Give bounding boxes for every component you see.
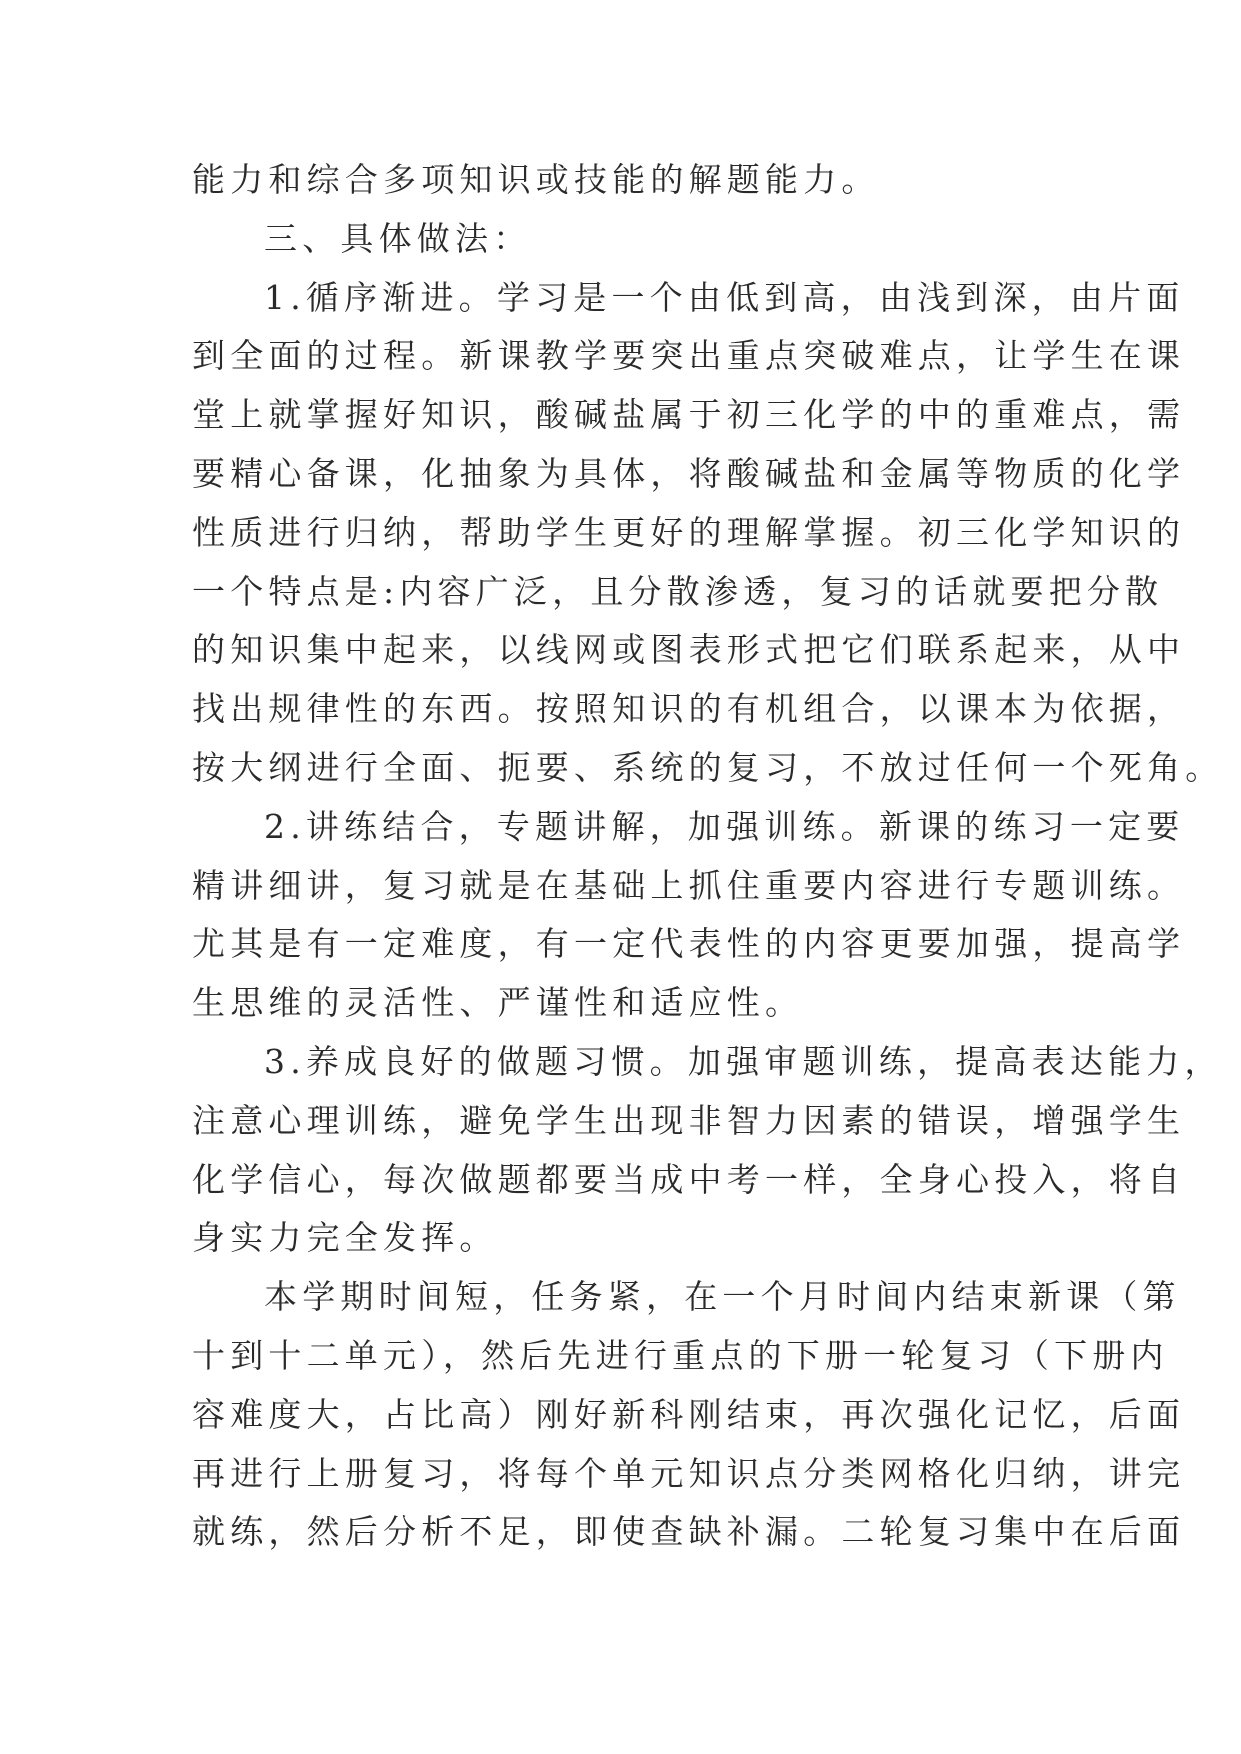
text-line: 生思维的灵活性、严谨性和适应性。 [192, 983, 804, 1023]
text-line: 一个特点是:内容广泛，且分散渗透，复习的话就要把分散 [192, 571, 1164, 611]
text-line: 容难度大，占比高）刚好新科刚结束，再次强化记忆，后面 [192, 1394, 1186, 1434]
text-line: 按大纲进行全面、扼要、系统的复习，不放过任何一个死角。 [192, 747, 1224, 787]
text-line: 就练，然后分析不足，即使查缺补漏。二轮复习集中在后面 [192, 1512, 1186, 1552]
text-line: 十到十二单元），然后先进行重点的下册一轮复习（下册内 [192, 1335, 1169, 1375]
section-heading: 三、具体做法： [264, 218, 532, 258]
text-line: 性质进行归纳，帮助学生更好的理解掌握。初三化学知识的 [192, 512, 1186, 552]
text-line: 注意心理训练，避免学生出现非智力因素的错误，增强学生 [192, 1100, 1186, 1140]
text-line: 再进行上册复习，将每个单元知识点分类网格化归纳，讲完 [192, 1453, 1186, 1493]
text-line: 找出规律性的东西。按照知识的有机组合，以课本为依据， [192, 689, 1186, 729]
text-line: 尤其是有一定难度，有一定代表性的内容更要加强，提高学 [192, 924, 1186, 964]
text-line: 的知识集中起来，以线网或图表形式把它们联系起来，从中 [192, 630, 1186, 670]
text-line: 化学信心，每次做题都要当成中考一样，全身心投入，将自 [192, 1159, 1186, 1199]
document-body [192, 151, 1224, 1562]
text-line: 精讲细讲，复习就是在基础上抓住重要内容进行专题训练。 [192, 865, 1186, 905]
text-line: 要精心备课，化抽象为具体，将酸碱盐和金属等物质的化学 [192, 453, 1186, 493]
text-line: 1.循序渐进。学习是一个由低到高，由浅到深，由片面 [264, 277, 1185, 317]
text-line: 能力和综合多项知识或技能的解题能力。 [192, 160, 880, 199]
text-line: 本学期时间短，任务紧，在一个月时间内结束新课（第 [264, 1277, 1181, 1317]
text-line: 3.养成良好的做题习惯。加强审题训练，提高表达能力， [264, 1041, 1223, 1081]
text-line: 堂上就掌握好知识，酸碱盐属于初三化学的中的重难点，需 [192, 395, 1186, 435]
text-line: 身实力完全发挥。 [192, 1218, 498, 1258]
text-line: 到全面的过程。新课教学要突出重点突破难点，让学生在课 [192, 336, 1186, 376]
text-line: 2.讲练结合，专题讲解，加强训练。新课的练习一定要 [264, 806, 1185, 846]
